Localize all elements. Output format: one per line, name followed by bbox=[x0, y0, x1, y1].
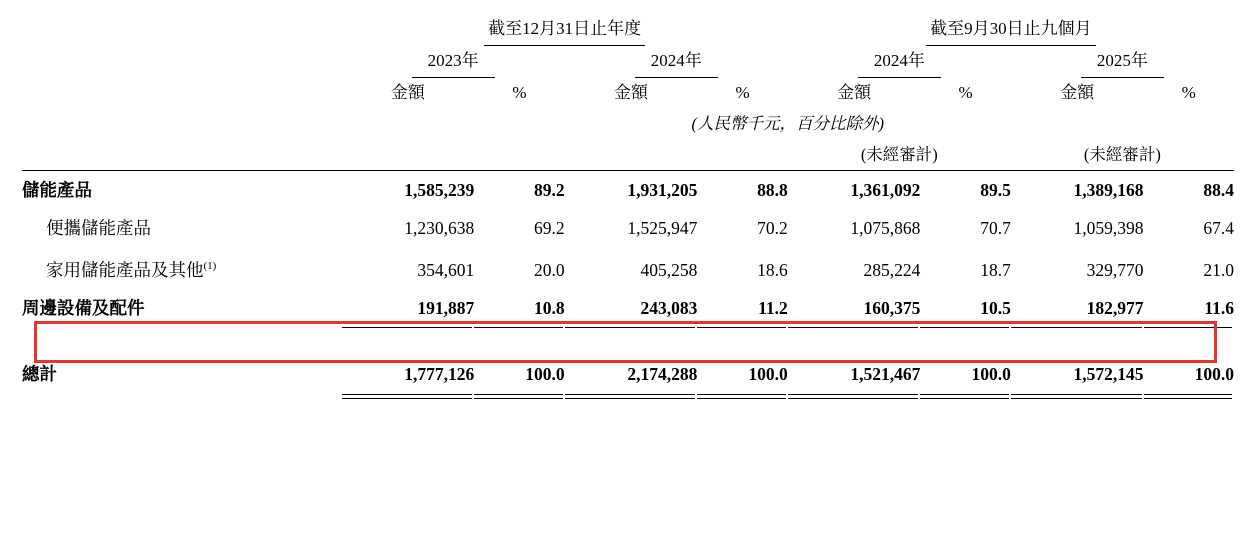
subheader-pct-4: % bbox=[1181, 83, 1196, 102]
cell-r3-c0: 191,887 bbox=[417, 297, 475, 318]
cell-total-c6: 1,572,145 bbox=[1073, 363, 1144, 384]
cell-total-c5: 100.0 bbox=[971, 363, 1011, 384]
subheader-row bbox=[22, 78, 1234, 108]
year-header-2025-9m: 2025年 bbox=[1011, 46, 1234, 78]
row-label-portable: 便攜儲能產品 bbox=[46, 218, 151, 238]
cell-total-c2: 2,174,288 bbox=[627, 363, 698, 384]
dbl-rule-c6 bbox=[1011, 394, 1144, 399]
cell-total-c0: 1,777,126 bbox=[404, 363, 475, 384]
cell-r2-c4: 285,224 bbox=[863, 259, 921, 280]
cell-r1-c4: 1,075,868 bbox=[850, 218, 921, 238]
unit-note: (人民幣千元，百分比除外) bbox=[691, 114, 885, 133]
cell-r0-c1: 89.2 bbox=[534, 180, 565, 200]
row-label-energy-storage: 儲能產品 bbox=[22, 180, 92, 200]
subheader-amount-2: 金額 bbox=[614, 83, 648, 102]
revenue-breakdown-table bbox=[22, 14, 1234, 399]
cell-r3-c7: 11.6 bbox=[1204, 297, 1234, 318]
dbl-rule-c0 bbox=[342, 394, 475, 399]
cell-r0-c3: 88.8 bbox=[757, 180, 788, 200]
subheader-amount-4: 金額 bbox=[1060, 83, 1095, 102]
cell-r2-c5: 18.7 bbox=[980, 259, 1011, 280]
cell-r1-c7: 67.4 bbox=[1203, 218, 1234, 238]
cell-r2-c6: 329,770 bbox=[1086, 259, 1144, 280]
unaudited-label-2024: (未經審計) bbox=[860, 145, 938, 164]
dbl-rule-c2 bbox=[565, 394, 698, 399]
cell-r0-c2: 1,931,205 bbox=[627, 180, 698, 200]
cell-r2-c3: 18.6 bbox=[757, 259, 788, 280]
footnote-marker: (1) bbox=[203, 260, 217, 272]
row-label-home-storage-text: 家用儲能產品及其他 bbox=[46, 259, 204, 280]
empty-audited-fy bbox=[342, 140, 788, 170]
cell-r2-c0: 354,601 bbox=[417, 259, 475, 280]
cell-r3-c3: 11.2 bbox=[758, 297, 788, 318]
total-row bbox=[22, 354, 1234, 394]
year-header-2024-9m: 2024年 bbox=[788, 46, 1011, 78]
cell-r1-c3: 70.2 bbox=[757, 218, 788, 238]
period-header-row bbox=[22, 14, 1234, 46]
year-header-2023: 2023年 bbox=[342, 46, 565, 78]
subheader-pct-2: % bbox=[735, 83, 750, 102]
unaudited-label-2025: (未經審計) bbox=[1083, 145, 1161, 164]
total-double-rule-row bbox=[22, 394, 1234, 399]
cell-r1-c6: 1,059,398 bbox=[1073, 218, 1144, 238]
empty-corner-3 bbox=[22, 78, 342, 108]
dbl-rule-c7 bbox=[1144, 394, 1234, 399]
cell-r3-c2: 243,083 bbox=[640, 297, 698, 318]
subheader-amount-3: 金額 bbox=[837, 83, 872, 102]
period-header-fy-label: 截至12月31日止年度 bbox=[484, 14, 645, 46]
table-row bbox=[22, 171, 1234, 209]
dbl-rule-c3 bbox=[697, 394, 787, 399]
empty-corner-4 bbox=[22, 108, 342, 140]
cell-total-c4: 1,521,467 bbox=[850, 363, 921, 384]
empty-corner-2 bbox=[22, 46, 342, 78]
spacer-cell bbox=[22, 328, 1234, 354]
empty-corner bbox=[22, 14, 342, 46]
period-header-9m-label: 截至9月30日止九個月 bbox=[926, 14, 1096, 46]
period-header-9m bbox=[788, 14, 1234, 46]
cell-r3-c6: 182,977 bbox=[1086, 297, 1144, 318]
table-row bbox=[22, 209, 1234, 247]
row-label-accessories: 周邊設備及配件 bbox=[22, 297, 145, 318]
table-row-highlighted bbox=[22, 247, 1234, 289]
cell-r2-c1: 20.0 bbox=[534, 259, 565, 280]
subheader-amount-1: 金額 bbox=[390, 83, 425, 102]
cell-r1-c5: 70.7 bbox=[980, 218, 1011, 238]
cell-r1-c2: 1,525,947 bbox=[627, 218, 698, 238]
row-label-total: 總計 bbox=[22, 363, 57, 384]
financial-table-page bbox=[0, 14, 1250, 537]
cell-r0-c0: 1,585,239 bbox=[404, 180, 475, 200]
cell-r1-c0: 1,230,638 bbox=[404, 218, 475, 238]
cell-r2-c2: 405,258 bbox=[640, 259, 698, 280]
dbl-rule-c1 bbox=[474, 394, 564, 399]
dbl-rule-c4 bbox=[788, 394, 921, 399]
cell-r2-c7: 21.0 bbox=[1203, 259, 1234, 280]
row-label-home-storage bbox=[22, 247, 342, 289]
cell-r1-c1: 69.2 bbox=[534, 218, 565, 238]
cell-total-c1: 100.0 bbox=[525, 363, 565, 384]
spacer-row bbox=[22, 328, 1234, 354]
subheader-pct-3: % bbox=[958, 83, 973, 102]
cell-total-c7: 100.0 bbox=[1194, 363, 1234, 384]
cell-r3-c1: 10.8 bbox=[534, 297, 565, 318]
table-row bbox=[22, 289, 1234, 327]
year-header-2024-fy: 2024年 bbox=[565, 46, 788, 78]
year-header-row bbox=[22, 46, 1234, 78]
unaudited-row bbox=[22, 140, 1234, 170]
cell-r0-c5: 89.5 bbox=[980, 180, 1011, 200]
cell-r3-c4: 160,375 bbox=[863, 297, 921, 318]
cell-r0-c4: 1,361,092 bbox=[850, 180, 921, 200]
unit-note-row bbox=[22, 108, 1234, 140]
empty-corner-5 bbox=[22, 140, 342, 170]
period-header-fy bbox=[342, 14, 788, 46]
cell-r3-c5: 10.5 bbox=[980, 297, 1011, 318]
cell-total-c3: 100.0 bbox=[748, 363, 788, 384]
dbl-rule-c5 bbox=[920, 394, 1010, 399]
subheader-pct-1: % bbox=[512, 83, 527, 102]
dbl-rule-empty bbox=[22, 394, 342, 399]
cell-r0-c7: 88.4 bbox=[1203, 180, 1234, 200]
cell-r0-c6: 1,389,168 bbox=[1073, 180, 1144, 200]
